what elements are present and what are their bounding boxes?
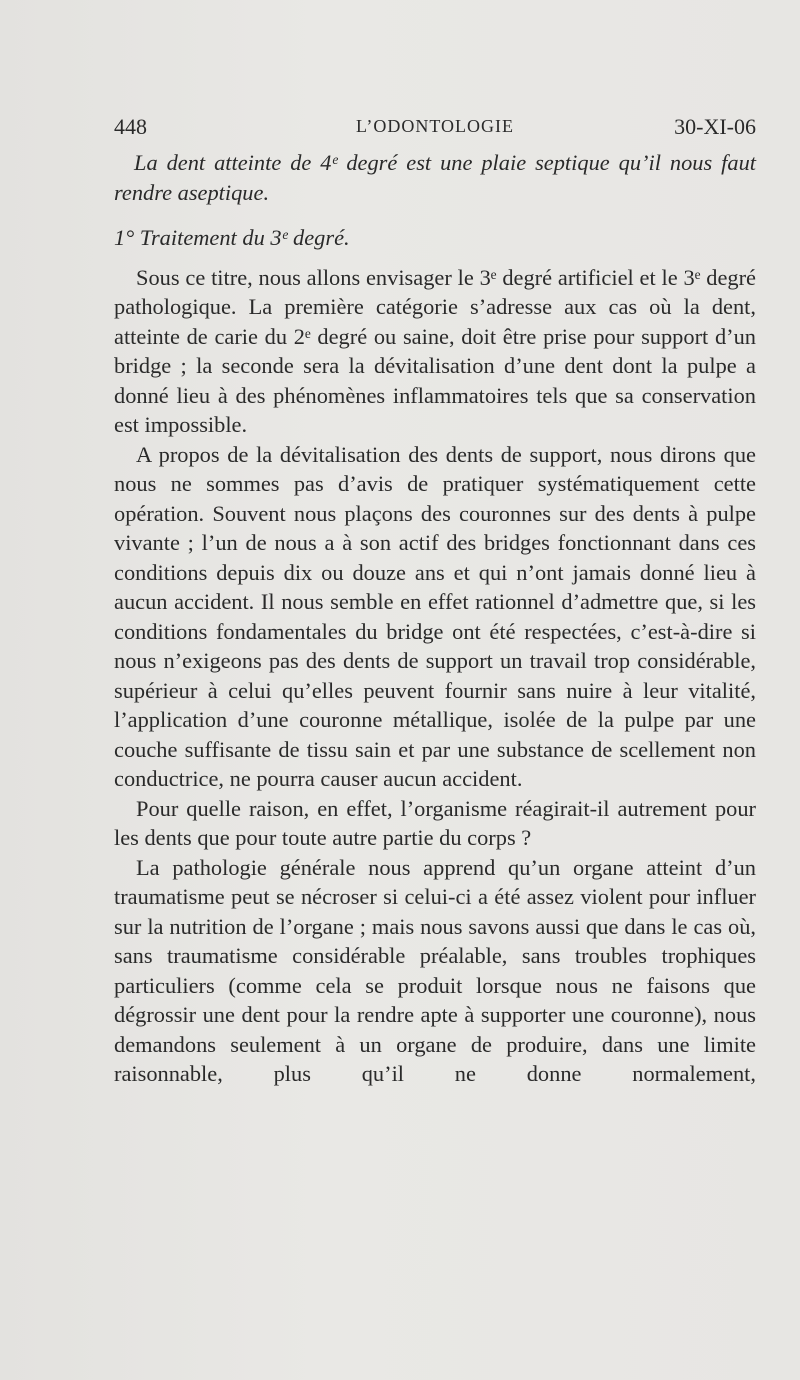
paragraph: Pour quelle raison, en effet, l’organisme réagirait-il autrement pour les dents que pour toute autre partie du corps ?: [114, 795, 756, 850]
paragraph: La pathologie générale nous apprend qu’un organe atteint d’un traumatisme peut se nécroser si celui-ci a été assez violent pour influer sur la nutrition de l’organe ; mais nous savons aussi que dans le cas où, sans traumatisme considérable préalable, sans troubles trophiques particuliers (comme cela se produit lorsque nous ne faisons que dégrossir une dent pour la rendre apte à supporter une couronne), nous demandons seulement à un organe de produire, dans une limite raisonnable, plus qu’il ne donne normalement,: [114, 854, 756, 1086]
paragraph: A propos de la dévitalisation des dents de support, nous dirons que nous ne sommes pas d’avis de pratiquer systématiquement cette opération. Souvent nous plaçons des couronnes sur des dents à pulpe vivante ; l’un de nous a à son actif des bridges fonctionnant dans ces conditions depuis dix ou douze ans et qui n’ont jamais donné lieu à aucun accident. Il nous semble en effet rationnel d’admettre que, si les conditions fondamentales du bridge ont été respectées, c’est-à-dire si nous n’exigeons pas des dents de support un travail trop considérable, supérieur à celui qu’elles peuvent fournir sans nuire à leur vitalité, l’application d’une couronne métallique, isolée de la pulpe par une couche suffisante de tissu sain et par une substance de scellement non conductrice, ne pourra causer aucun accident.: [114, 441, 756, 791]
page-number: 448: [114, 114, 147, 139]
journal-title: L’ODONTOLOGIE: [356, 116, 514, 136]
running-header: [114, 114, 756, 144]
paragraph: Sous ce titre, nous allons envisager le 3ᵉ degré artificiel et le 3ᵉ degré pathologique. La première catégorie s’adresse aux cas où la dent, atteinte de carie du 2ᵉ degré ou saine, doit être prise pour support d’un bridge ; la seconde sera la dévitalisation d’une dent dont la pulpe a donné lieu à des phénomènes inflammatoires tels que sa conservation est impossible.: [114, 264, 756, 437]
intro-sentence: La dent atteinte de 4ᵉ degré est une plaie septique qu’il nous faut rendre aseptique.: [114, 150, 756, 205]
body-text: [114, 148, 756, 1089]
section-heading: 1° Traitement du 3ᵉ degré.: [114, 225, 350, 250]
issue-date: 30-XI-06: [674, 114, 756, 139]
